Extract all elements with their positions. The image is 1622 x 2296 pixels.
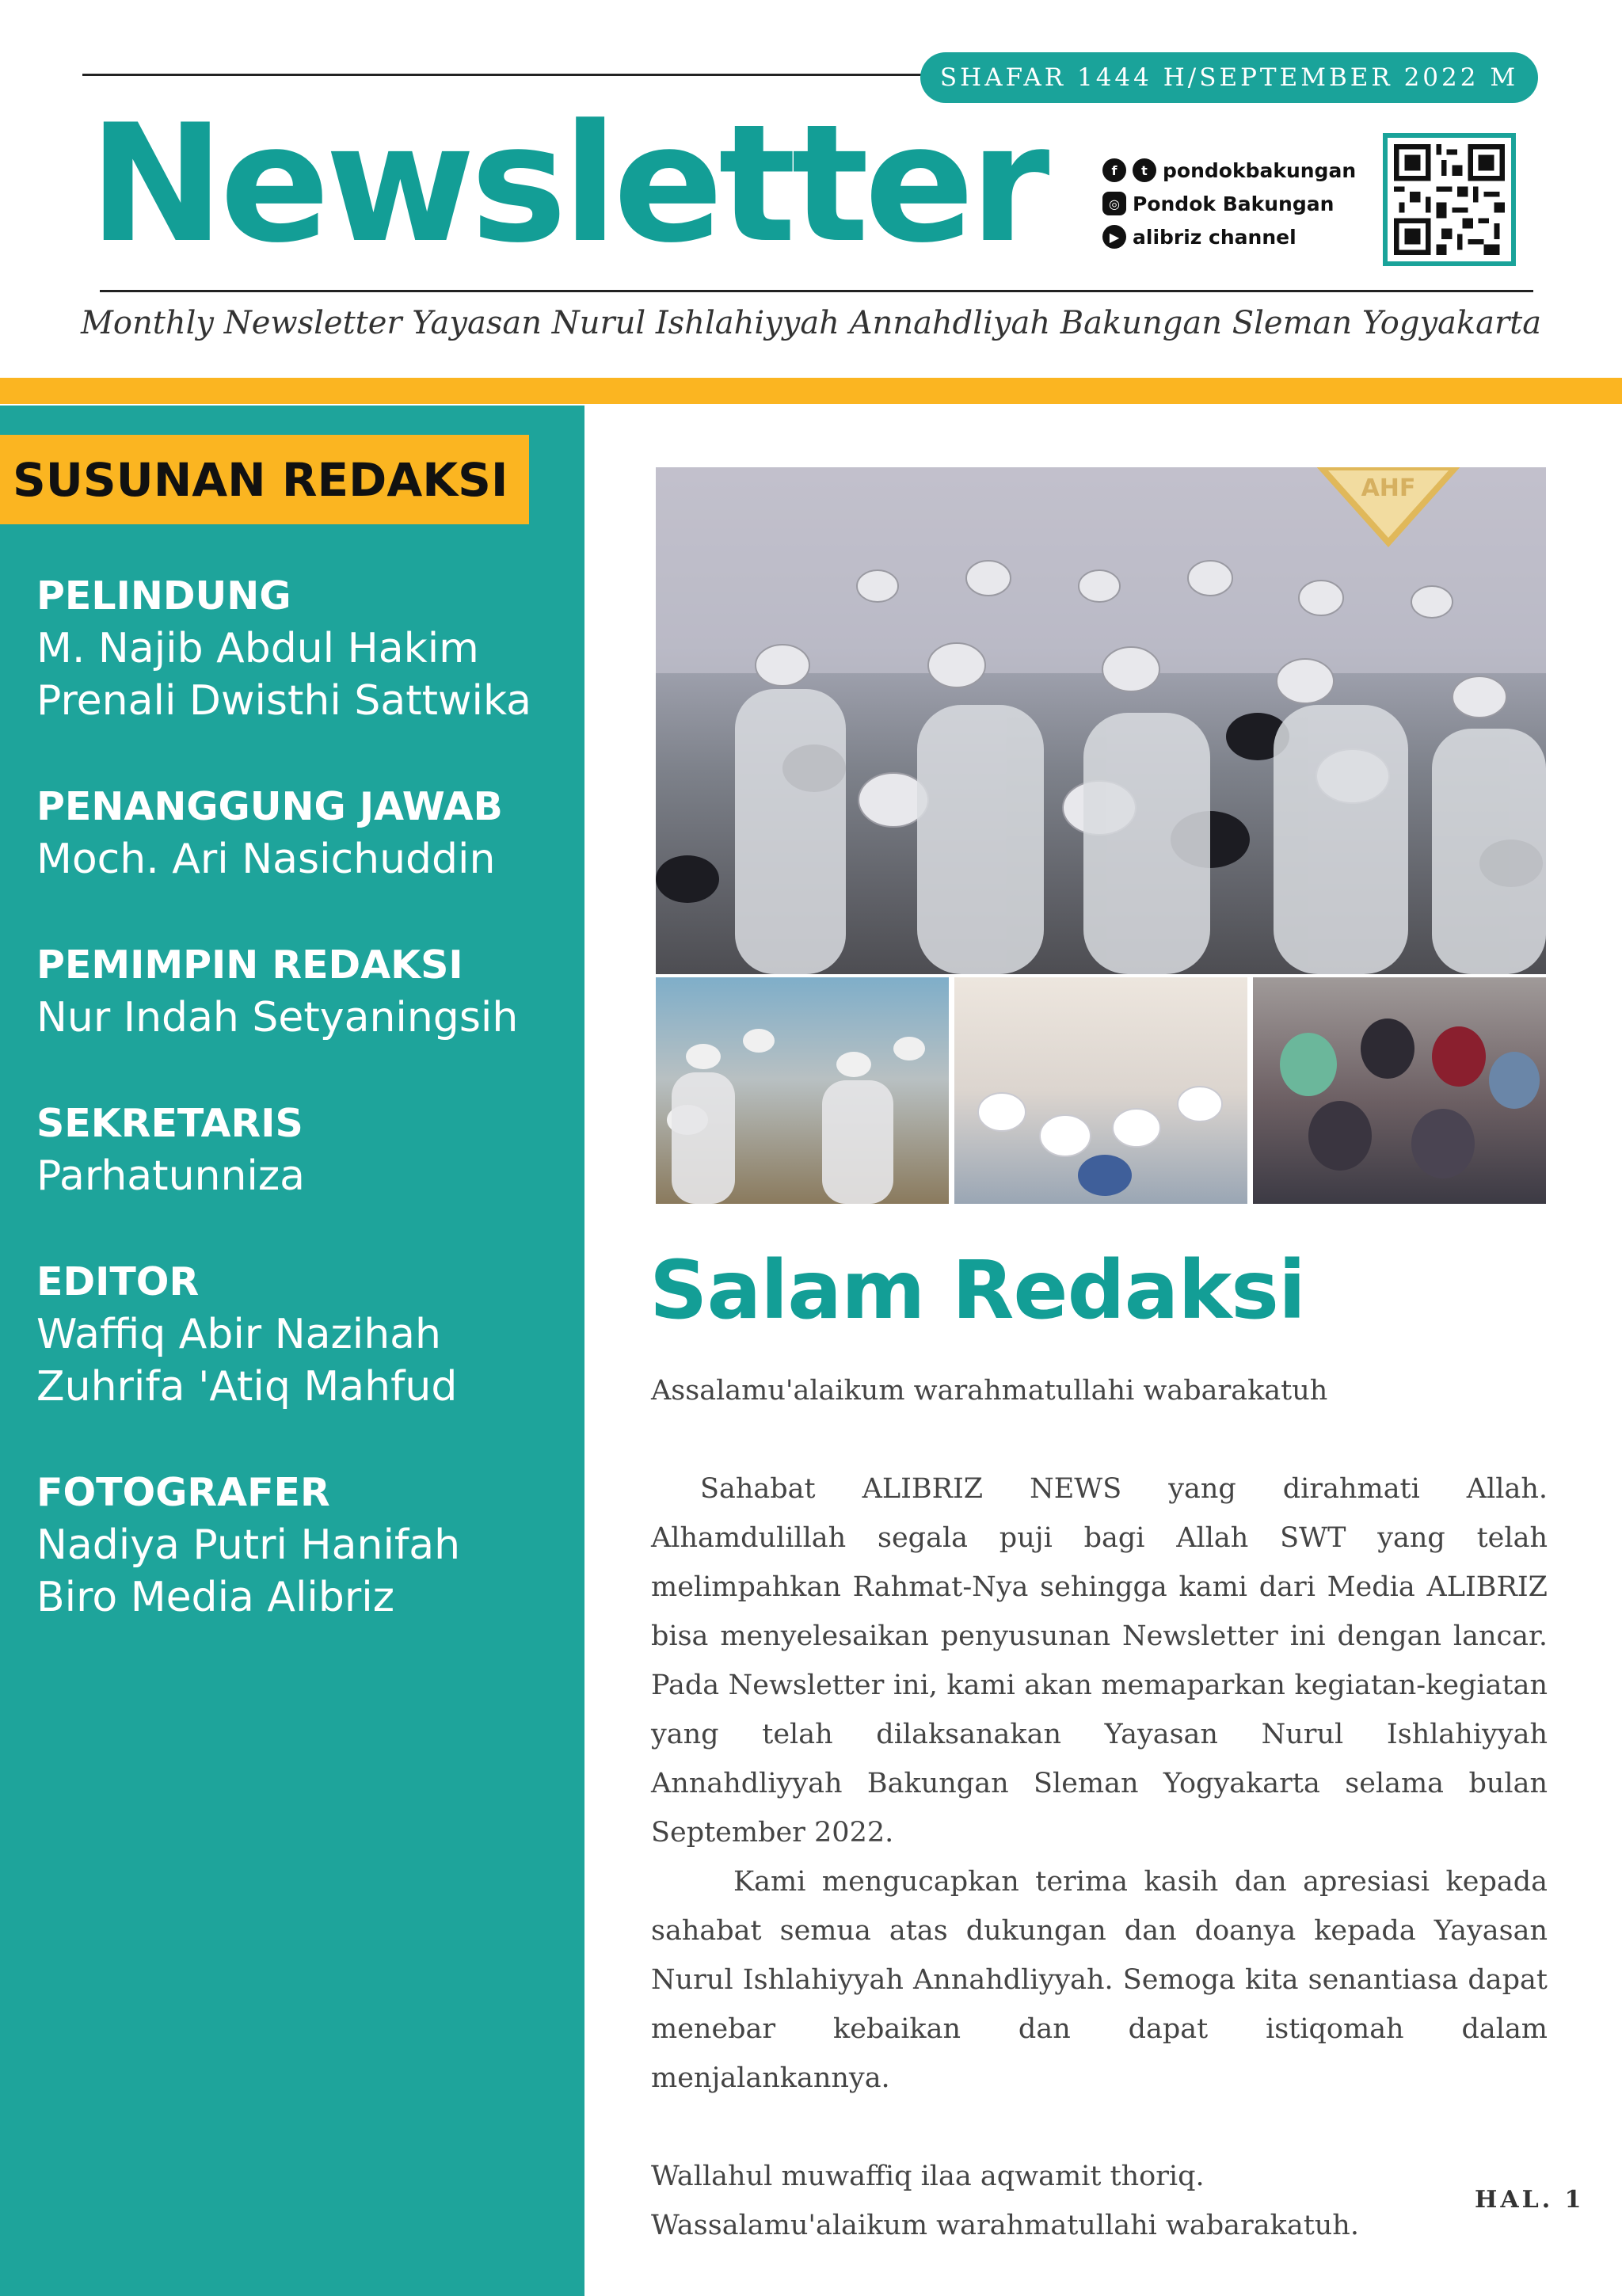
role-name: M. Najib Abdul Hakim xyxy=(36,625,479,672)
header-divider xyxy=(100,290,1533,292)
role-penanggung-jawab xyxy=(36,781,575,885)
role-pelindung xyxy=(36,570,575,727)
youtube-icon: ▶ xyxy=(1102,225,1126,249)
spacer xyxy=(651,1415,1548,1464)
photo-women-group xyxy=(1253,977,1546,1204)
photo-collage xyxy=(656,467,1546,1204)
article-body xyxy=(651,1366,1548,2250)
photo-girls-session xyxy=(954,977,1247,1204)
photo-gathering-blue-room xyxy=(656,977,949,1204)
paragraph: Kami mengucapkan terima kasih dan apresiasi kepada sahabat semua atas dukungan dan doanya kepada Yayasan Nurul Ishlahiyyah Annahdliyyah. Semoga kita senantiasa dapat menebar kebaikan dan dapat istiqomah dalam menjalankannya. xyxy=(651,1866,1548,2094)
social-row-facebook[interactable] xyxy=(1102,154,1372,187)
instagram-icon: ◎ xyxy=(1102,192,1126,215)
social-label: Pondok Bakungan xyxy=(1133,192,1335,215)
role-editor xyxy=(36,1256,575,1413)
role-name: Nadiya Putri Hanifah xyxy=(36,1521,461,1569)
role-name: Zuhrifa 'Atiq Mahfud xyxy=(36,1363,458,1411)
newsletter-title: Newsletter xyxy=(89,90,1045,279)
twitter-icon: t xyxy=(1133,158,1156,182)
role-sekretaris xyxy=(36,1098,575,1202)
accent-bar xyxy=(0,378,1622,404)
gathering-illustration xyxy=(656,977,949,1204)
role-name: Prenali Dwisthi Sattwika xyxy=(36,677,532,725)
greeting: Assalamu'alaikum warahmatullahi wabarakatuh xyxy=(651,1375,1328,1407)
session-illustration xyxy=(954,977,1247,1204)
tagline: Monthly Newsletter Yayasan Nurul Ishlahiyyah Annahdliyah Bakungan Sleman Yogyakarta xyxy=(80,305,1542,341)
role-name: Moch. Ari Nasichuddin xyxy=(36,836,496,883)
social-row-youtube[interactable] xyxy=(1102,220,1372,253)
qr-code-icon xyxy=(1394,144,1505,255)
editorial-team-list xyxy=(36,570,575,1677)
issue-date-badge: SHAFAR 1444 H/SEPTEMBER 2022 M xyxy=(920,52,1538,103)
role-pemimpin-redaksi xyxy=(36,939,575,1044)
facebook-icon: f xyxy=(1102,158,1126,182)
role-name: Parhatunniza xyxy=(36,1152,306,1200)
qr-code[interactable] xyxy=(1383,133,1516,266)
paragraph: Sahabat ALIBRIZ NEWS yang dirahmati Allah. Alhamdulillah segala puji bagi Allah SWT yang telah melimpahkan Rahmat-Nya sehingga kami dari Media ALIBRIZ bisa menyelesaikan penyusunan Newsletter ini dengan lancar. Pada Newsletter ini, kami akan memaparkan kegiatan-kegiatan yang telah dilaksanakan Yayasan Nurul Ishlahiyyah Annahdliyyah Bakungan Sleman Yogyakarta selama bulan September 2022. xyxy=(651,1473,1548,1849)
closing-line: Wallahul muwaffiq ilaa aqwamit thoriq. xyxy=(651,2161,1205,2192)
closing-line: Wassalamu'alaikum warahmatullahi wabarakatuh. xyxy=(651,2210,1359,2241)
women-group-illustration xyxy=(1253,977,1546,1204)
page-number: HAL. 1 xyxy=(1475,2186,1585,2214)
role-title: FOTOGRAFER xyxy=(36,1470,330,1515)
role-name: Nur Indah Setyaningsih xyxy=(36,994,519,1041)
congregation-illustration xyxy=(656,467,1546,974)
role-title: PENANGGUNG JAWAB xyxy=(36,784,503,829)
role-title: PEMIMPIN REDAKSI xyxy=(36,942,463,988)
social-row-instagram[interactable] xyxy=(1102,187,1372,220)
header-rule xyxy=(82,74,922,76)
sidebar-heading: SUSUNAN REDAKSI xyxy=(0,435,529,524)
spacer xyxy=(651,2103,1548,2152)
role-title: SEKRETARIS xyxy=(36,1101,303,1146)
social-label: pondokbakungan xyxy=(1163,158,1357,182)
role-title: PELINDUNG xyxy=(36,573,291,619)
role-fotografer xyxy=(36,1467,575,1624)
role-name: Biro Media Alibriz xyxy=(36,1574,395,1621)
ahf-sign: AHF xyxy=(1361,474,1416,502)
social-label: alibriz channel xyxy=(1133,225,1296,249)
section-title: Salam Redaksi xyxy=(649,1243,1305,1338)
role-title: EDITOR xyxy=(36,1259,200,1304)
social-links xyxy=(1102,154,1372,253)
photo-main-congregation xyxy=(656,467,1546,974)
role-name: Waffiq Abir Nazihah xyxy=(36,1311,441,1358)
